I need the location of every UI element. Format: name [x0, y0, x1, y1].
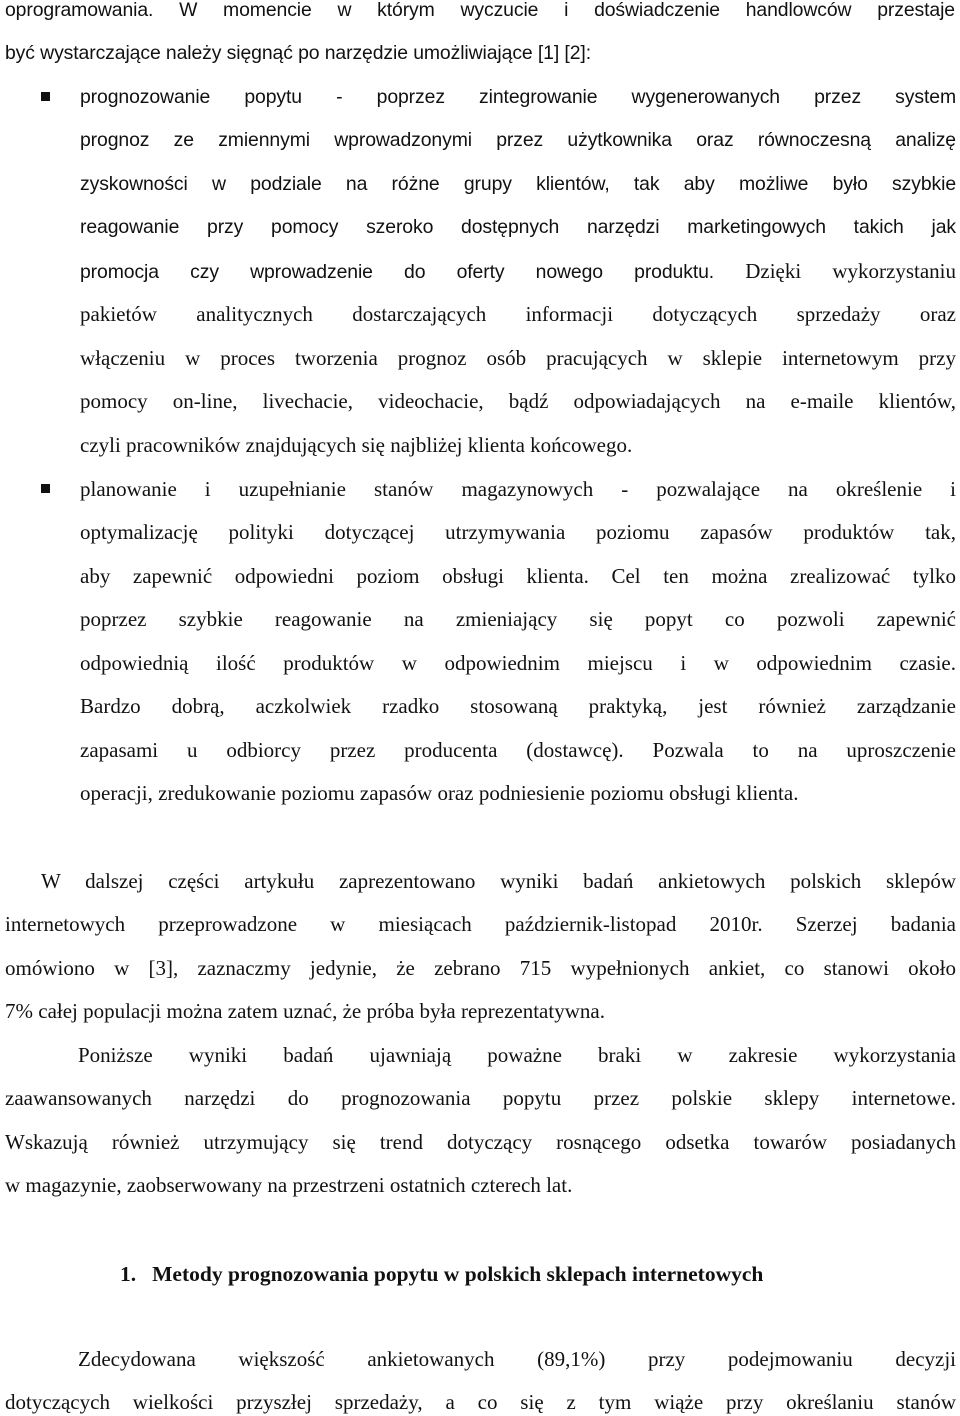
- bullet-1-line-4: reagowanie przy pomocy szeroko dostępnych narzędzi marketingowych takich jak: [80, 216, 956, 238]
- bullet-2-line-2: optymalizację polityki dotyczącej utrzymywania poziomu zapasów produktów tak,: [80, 520, 956, 544]
- paragraph-3-line-4: w magazynie, zaobserwowany na przestrzeni ostatnich czterech lat.: [5, 1173, 573, 1197]
- paragraph-4-line-2: dotyczących wielkości przyszłej sprzedaży, a co się z tym wiąże przy określaniu stanów: [5, 1390, 956, 1414]
- paragraph-2-line-1: W dalszej części artykułu zaprezentowano wyniki badań ankietowych polskich sklepów: [41, 869, 956, 893]
- section-heading-title: Metody prognozowania popytu w polskich sklepach internetowych: [152, 1262, 764, 1286]
- bullet-2-line-3: aby zapewnić odpowiedni poziom obsługi klienta. Cel ten można zrealizować tylko: [80, 564, 956, 588]
- paragraph-3-line-2: zaawansowanych narzędzi do prognozowania popytu przez polskie sklepy internetowe.: [5, 1086, 956, 1110]
- paragraph-3-line-3: Wskazują również utrzymujący się trend dotyczący rosnącego odsetka towarów posiadanych: [5, 1130, 956, 1154]
- bullet-1-line-5-serif: Dzięki wykorzystaniu: [714, 259, 956, 283]
- bullet-1-line-5-sans: promocja czy wprowadzenie do oferty nowego produktu.: [80, 261, 715, 283]
- bullet-2-line-8: operacji, zredukowanie poziomu zapasów oraz podniesienie poziomu obsługi klienta.: [80, 781, 799, 805]
- paragraph-4-line-1: Zdecydowana większość ankietowanych (89,1%) przy podejmowaniu decyzji: [78, 1347, 956, 1371]
- section-heading-number: 1.: [120, 1262, 137, 1286]
- bullet-1-line-8: pomocy on-line, livechacie, videochacie, bądź odpowiadających na e-maile klientów,: [80, 389, 956, 413]
- bullet-1-line-3: zyskowności w podziale na różne grupy klientów, tak aby możliwe było szybkie: [80, 173, 956, 195]
- bullet-1-line-2: prognoz ze zmiennymi wprowadzonymi przez użytkownika oraz równoczesną analizę: [80, 129, 956, 151]
- bullet-1-line-1: prognozowanie popytu - poprzez zintegrowanie wygenerowanych przez system: [80, 86, 956, 108]
- paragraph-2-line-4: 7% całej populacji można zatem uznać, że próba była reprezentatywna.: [5, 999, 605, 1023]
- bullet-marker-square: [41, 484, 50, 493]
- bullet-1-line-9: czyli pracowników znajdujących się najbliżej klienta końcowego.: [80, 433, 633, 457]
- paragraph-2-line-3: omówiono w [3], zaznaczmy jedynie, że zebrano 715 wypełnionych ankiet, co stanowi około: [5, 956, 956, 980]
- bullet-2-line-4: poprzez szybkie reagowanie na zmieniający się popyt co pozwoli zapewnić: [80, 607, 956, 631]
- intro-line-1: oprogramowania. W momencie w którym wyczucie i doświadczenie handlowców przestaje: [5, 0, 955, 21]
- bullet-2-line-7: zapasami u odbiorcy przez producenta (dostawcę). Pozwala to na uproszczenie: [80, 738, 956, 762]
- bullet-marker-square: [41, 92, 50, 101]
- bullet-1-line-6: pakietów analitycznych dostarczających informacji dotyczących sprzedaży oraz: [80, 302, 956, 326]
- section-heading: [120, 1261, 763, 1287]
- bullet-2-line-1: planowanie i uzupełnianie stanów magazynowych - pozwalające na określenie i: [80, 477, 956, 501]
- intro-line-2: być wystarczające należy sięgnąć po narzędzie umożliwiające [1] [2]:: [5, 42, 591, 64]
- bullet-2-line-6: Bardzo dobrą, aczkolwiek rzadko stosowaną praktyką, jest również zarządzanie: [80, 694, 956, 718]
- bullet-1-line-5: [80, 258, 956, 291]
- paragraph-2-line-2: internetowych przeprowadzone w miesiącach październik-listopad 2010r. Szerzej badania: [5, 912, 956, 936]
- bullet-1-line-7: włączeniu w proces tworzenia prognoz osób pracujących w sklepie internetowym przy: [80, 346, 956, 370]
- paragraph-3-line-1: Poniższe wyniki badań ujawniają poważne braki w zakresie wykorzystania: [78, 1043, 956, 1067]
- bullet-2-line-5: odpowiednią ilość produktów w odpowiednim miejscu i w odpowiednim czasie.: [80, 651, 956, 675]
